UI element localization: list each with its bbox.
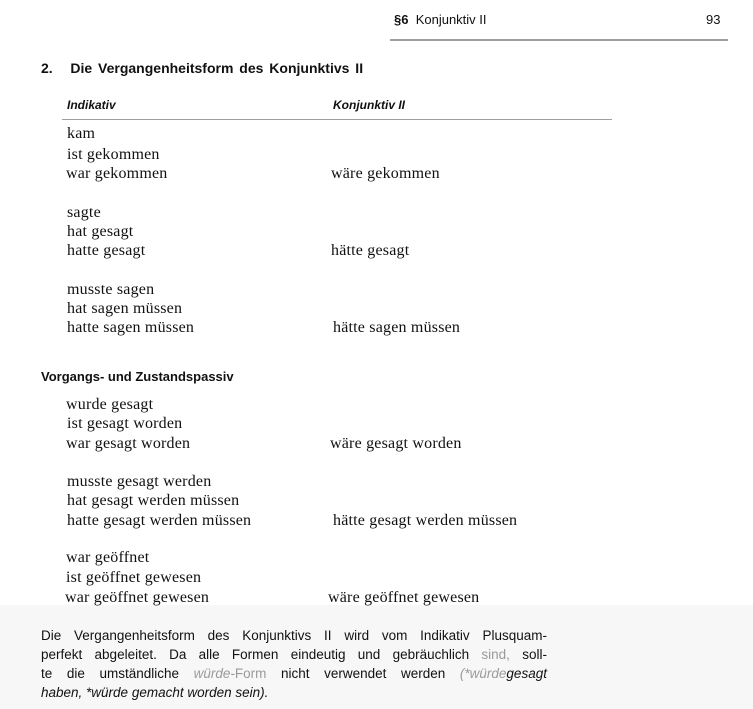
column-head-indikativ: Indikativ xyxy=(67,98,116,112)
indikativ-form: hat sagen müssen xyxy=(67,300,183,317)
indikativ-form: musste gesagt werden xyxy=(67,473,212,490)
indikativ-form: ist gesagt worden xyxy=(67,415,183,432)
paragraph-line: Die Vergangenheitsform des Konjunktivs II wird vom Indikativ Plusquam- xyxy=(41,628,547,643)
running-header-title xyxy=(394,12,487,27)
paragraph-text-faded: sind, xyxy=(481,647,510,662)
paragraph-text: perfekt abgeleitet. Da alle Formen eindeutig und gebräuchlich xyxy=(41,647,470,662)
indikativ-form: ist geöffnet gewesen xyxy=(66,569,202,586)
indikativ-form: sagte xyxy=(67,204,101,221)
paragraph-line xyxy=(41,645,547,664)
paragraph-line: haben, *würde gemacht worden sein). xyxy=(41,685,269,700)
indikativ-form: war gesagt worden xyxy=(66,435,191,452)
konjunktiv-form: wäre gesagt worden xyxy=(330,435,462,452)
paragraph-text-faded: würde- xyxy=(193,666,235,681)
explanation-paragraph xyxy=(41,626,547,702)
column-head-konjunktiv: Konjunktiv II xyxy=(333,98,405,112)
section-number: 2. xyxy=(41,60,53,76)
konjunktiv-form: hätte gesagt werden müssen xyxy=(333,512,518,529)
paragraph-text-faded: (*würde xyxy=(459,666,507,681)
indikativ-form: hat gesagt xyxy=(67,223,134,240)
section-heading-text: Die Vergangenheitsform des Konjunktivs II xyxy=(70,60,364,76)
konjunktiv-form: hätte sagen müssen xyxy=(333,319,461,336)
indikativ-form: war geöffnet gewesen xyxy=(65,589,210,606)
indikativ-form: ist gekommen xyxy=(67,146,160,163)
konjunktiv-form: hätte gesagt xyxy=(331,242,410,259)
indikativ-form: war geöffnet xyxy=(66,549,150,566)
indikativ-form: hatte sagen müssen xyxy=(67,319,195,336)
konjunktiv-form: wäre geöffnet gewesen xyxy=(328,589,480,606)
paragraph-line xyxy=(41,664,547,683)
column-head-rule xyxy=(62,119,612,120)
paragraph-text-italic: gesagt xyxy=(506,666,547,681)
indikativ-form: musste sagen xyxy=(67,281,155,298)
indikativ-form: hatte gesagt xyxy=(67,242,146,259)
indikativ-form: kam xyxy=(67,125,96,142)
paragraph-text: soll- xyxy=(522,647,547,662)
paragraph-text: te die umständliche xyxy=(41,666,180,681)
header-rule xyxy=(390,39,728,41)
indikativ-form: hat gesagt werden müssen xyxy=(67,492,240,509)
passive-heading: Vorgangs- und Zustandspassiv xyxy=(41,369,234,384)
indikativ-form: war gekommen xyxy=(66,165,168,182)
page-number: 93 xyxy=(706,12,721,27)
section-heading xyxy=(41,60,363,76)
konjunktiv-form: wäre gekommen xyxy=(331,165,440,182)
indikativ-form: wurde gesagt xyxy=(66,396,154,413)
indikativ-form: hatte gesagt werden müssen xyxy=(67,512,252,529)
paragraph-text: nicht verwendet werden xyxy=(281,666,446,681)
paragraph-text-faded: Form xyxy=(234,666,267,681)
section-mark: §6 xyxy=(394,12,409,27)
section-title: Konjunktiv II xyxy=(415,12,487,27)
